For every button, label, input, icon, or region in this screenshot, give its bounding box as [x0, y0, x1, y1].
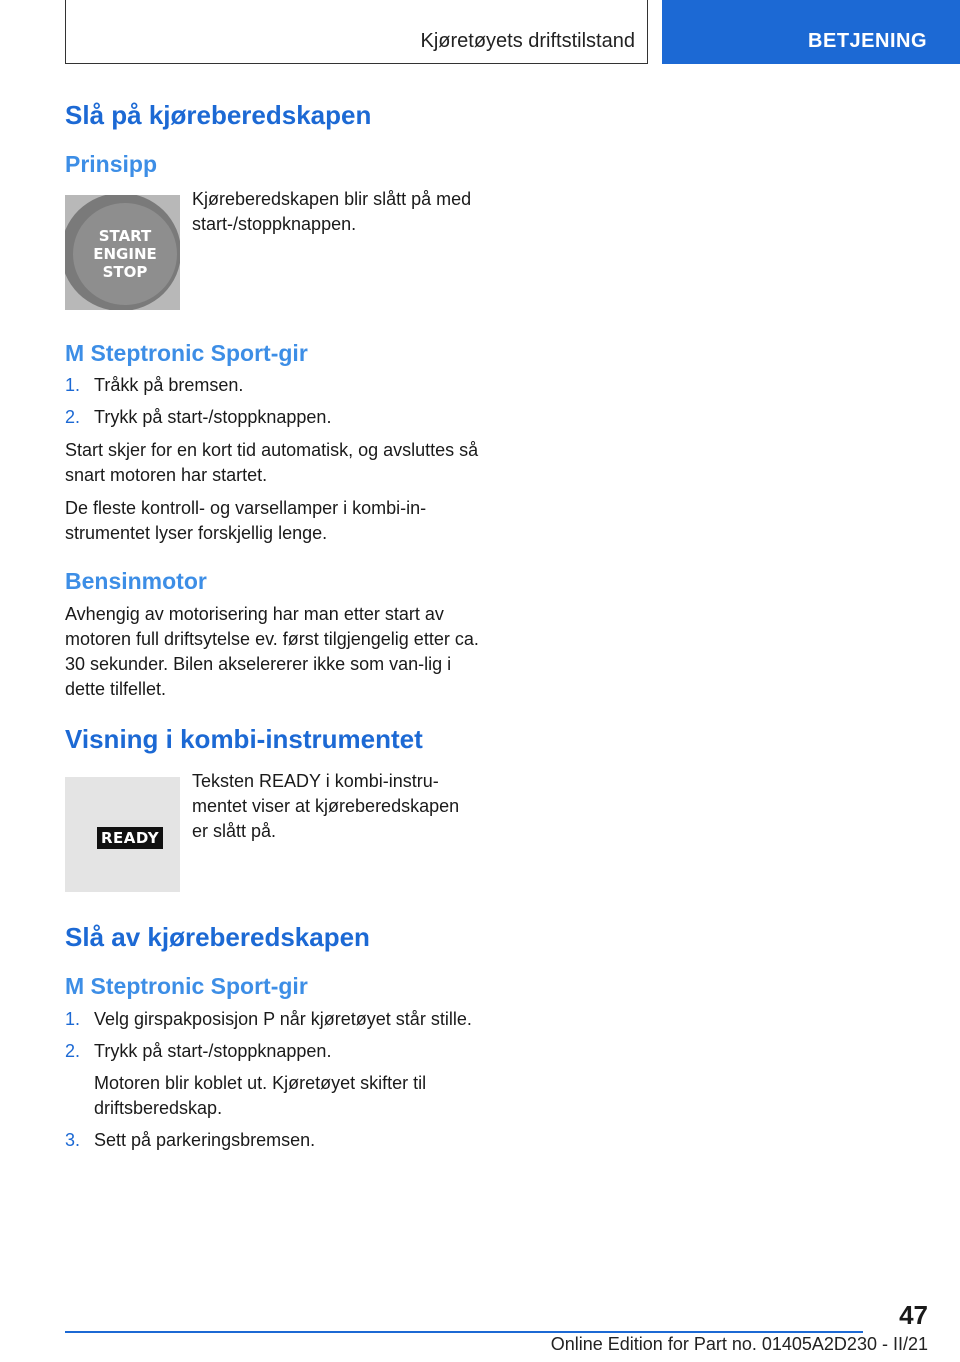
footer-divider — [65, 1331, 863, 1333]
ready-display-image — [65, 777, 180, 892]
stop-steps — [65, 1007, 480, 1153]
list-item: 3. Sett på parkeringsbremsen. — [65, 1129, 316, 1150]
list-item: 2. Trykk på start-/stoppknappen. — [65, 407, 332, 428]
page-number: 47 — [899, 1300, 928, 1330]
ready-badge: READY — [97, 827, 163, 849]
header-title: Kjøretøyets driftstilstand — [420, 30, 635, 52]
lamps-info-text: De fleste kontroll- og varsellamper i kombi-in-strumentet lyser forskjellig lenge. — [65, 498, 427, 544]
section-display — [65, 724, 480, 892]
start-stop-button-image — [65, 195, 180, 310]
section-steptronic-start — [65, 340, 480, 547]
section-tab[interactable] — [662, 0, 960, 64]
section-tab-label: BETJENING — [808, 30, 927, 52]
page-content — [65, 100, 480, 1175]
display-figure — [65, 771, 480, 892]
heading-steptronic-stop: M Steptronic Sport-gir — [65, 973, 308, 1000]
list-item: 2. Trykk på start-/stoppknappen. Motoren blir koblet ut. Kjøretøyet skifter til driftsberedskap. — [65, 1039, 480, 1121]
step-note: Motoren blir koblet ut. Kjøretøyet skifter til driftsberedskap. — [94, 1072, 427, 1118]
header-box — [65, 0, 648, 64]
list-item: 1. Velg girspakposisjon P når kjøretøyet står stille. — [65, 1008, 472, 1029]
start-info-text: Start skjer for en kort tid automatisk, og avsluttes så snart motoren har startet. — [65, 440, 479, 486]
heading-petrol: Bensinmotor — [65, 568, 207, 595]
display-text: Teksten READY i kombi-instru-mentet viser at kjøreberedskapen er slått på. — [192, 771, 460, 842]
heading-steptronic-start: M Steptronic Sport-gir — [65, 339, 308, 366]
section-steptronic-stop — [65, 973, 480, 1153]
start-steps — [65, 373, 480, 430]
heading-turn-on: Slå på kjøreberedskapen — [65, 100, 372, 130]
heading-principle: Prinsipp — [65, 151, 158, 178]
heading-turn-off: Slå av kjøreberedskapen — [65, 922, 370, 953]
principle-figure — [65, 188, 480, 310]
section-principle — [65, 151, 480, 310]
petrol-text: Avhengig av motorisering har man etter start av motoren full driftsytelse ev. først tilgjengelig etter ca. 30 sekunder. Bilen akselererer ikke som van-lig i dette tilfellet. — [65, 603, 479, 699]
footer-edition: Online Edition for Part no. 01405A2D230 - II/21 — [550, 1334, 928, 1354]
start-stop-button-label: START ENGINE STOP — [73, 203, 177, 305]
principle-text: Kjøreberedskapen blir slått på med start-/stoppknappen. — [192, 188, 472, 234]
section-petrol — [65, 568, 480, 702]
heading-display: Visning i kombi-instrumentet — [65, 723, 423, 754]
list-item: 1. Tråkk på bremsen. — [65, 375, 244, 396]
